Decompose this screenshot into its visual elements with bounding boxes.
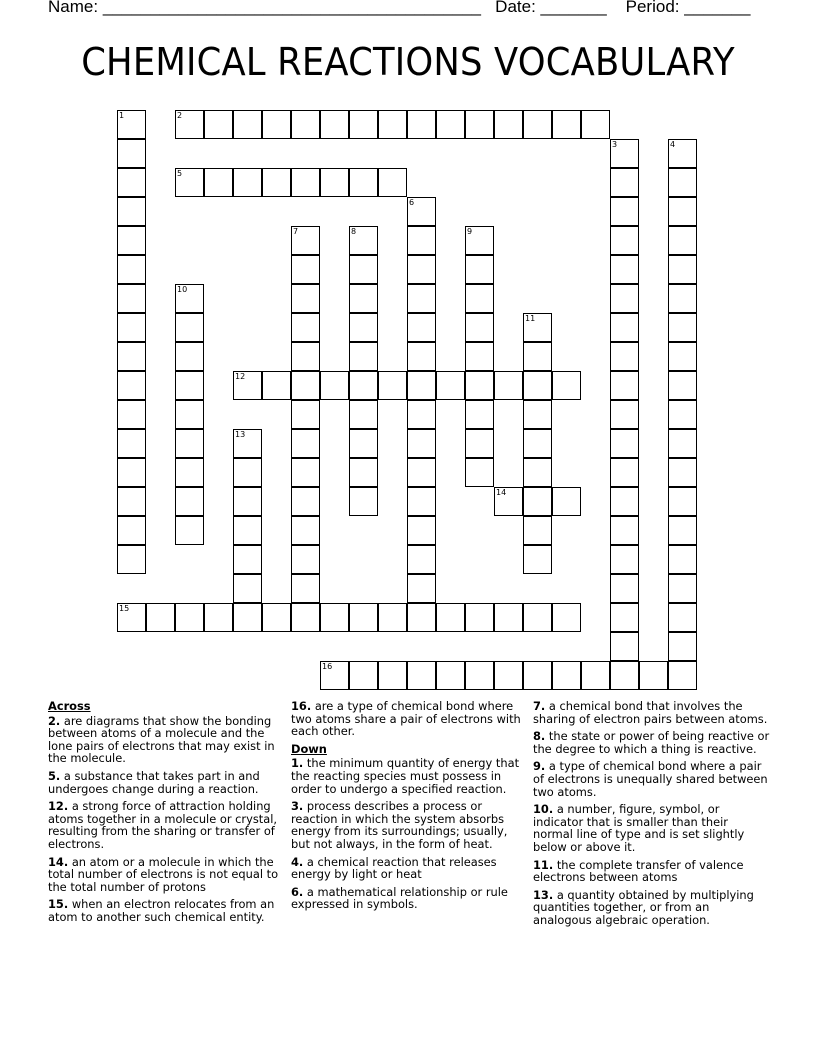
- clue-number: 16.: [291, 699, 312, 713]
- crossword-cell[interactable]: [668, 255, 697, 284]
- crossword-cell[interactable]: [175, 284, 204, 313]
- crossword-cell[interactable]: [523, 603, 552, 632]
- crossword-cell[interactable]: [117, 458, 146, 487]
- crossword-cell[interactable]: [233, 458, 262, 487]
- crossword-cell[interactable]: [465, 458, 494, 487]
- clue-number: 10.: [533, 802, 554, 817]
- clue-down-7: [533, 700, 771, 725]
- crossword-cell[interactable]: [175, 313, 204, 342]
- clue-number-label: 10: [177, 285, 188, 294]
- crossword-cell[interactable]: [668, 429, 697, 458]
- crossword-cell[interactable]: [117, 603, 146, 632]
- clues-column-1: [48, 700, 283, 929]
- crossword-cell[interactable]: [320, 603, 349, 632]
- down-heading: Down: [291, 741, 327, 756]
- crossword-cell[interactable]: [146, 603, 175, 632]
- crossword-cell[interactable]: [436, 603, 465, 632]
- crossword-cell[interactable]: [668, 603, 697, 632]
- crossword-cell[interactable]: [494, 110, 523, 139]
- crossword-cell[interactable]: [291, 313, 320, 342]
- crossword-cell[interactable]: [175, 458, 204, 487]
- crossword-cell[interactable]: [291, 255, 320, 284]
- clue-number: 14.: [48, 854, 69, 869]
- crossword-cell[interactable]: [175, 429, 204, 458]
- crossword-cell[interactable]: [610, 342, 639, 371]
- crossword-cell[interactable]: [117, 545, 146, 574]
- crossword-cell[interactable]: [204, 168, 233, 197]
- crossword-cell[interactable]: [465, 429, 494, 458]
- crossword-cell[interactable]: [494, 371, 523, 400]
- clue-down-11: [533, 859, 771, 884]
- clue-number-label: 9: [467, 227, 473, 236]
- crossword-cell[interactable]: [407, 313, 436, 342]
- clue-text: a number, figure, symbol, or indicator that is smaller than their normal line of type and is set slightly below or above it.: [533, 802, 745, 854]
- clue-across-5: [48, 770, 283, 795]
- crossword-cell[interactable]: [117, 139, 146, 168]
- crossword-cell[interactable]: [117, 371, 146, 400]
- crossword-cell[interactable]: [233, 545, 262, 574]
- crossword-cell[interactable]: [668, 458, 697, 487]
- clue-number-label: 8: [351, 227, 357, 236]
- crossword-cell[interactable]: [117, 284, 146, 313]
- crossword-cell[interactable]: [291, 458, 320, 487]
- crossword-cell[interactable]: [349, 255, 378, 284]
- clue-number: 8.: [533, 729, 546, 744]
- crossword-cell[interactable]: [291, 545, 320, 574]
- clues-column-2: [291, 700, 525, 916]
- clue-text: the state or power of being reactive or the degree to which a thing is reactive.: [533, 729, 770, 756]
- clue-text: a quantity obtained by multiplying quantities together, or from an analogous algebraic operation.: [533, 887, 754, 927]
- crossword-cell[interactable]: [552, 371, 581, 400]
- crossword-cell[interactable]: [668, 371, 697, 400]
- clue-number-label: 14: [496, 488, 507, 497]
- crossword-cell[interactable]: [291, 226, 320, 255]
- period-field[interactable]: _______: [684, 0, 751, 16]
- clue-text: an atom or a molecule in which the total number of electrons is not equal to the total number of protons: [48, 854, 279, 894]
- crossword-cell[interactable]: [291, 400, 320, 429]
- crossword-cell[interactable]: [465, 255, 494, 284]
- crossword-cell[interactable]: [465, 603, 494, 632]
- date-label: Date:: [495, 0, 536, 16]
- crossword-cell[interactable]: [610, 284, 639, 313]
- clue-number-label: 5: [177, 169, 183, 178]
- crossword-cell[interactable]: [117, 487, 146, 516]
- crossword-cell[interactable]: [349, 342, 378, 371]
- crossword-cell[interactable]: [291, 603, 320, 632]
- crossword-cell[interactable]: [668, 487, 697, 516]
- crossword-cell[interactable]: [349, 400, 378, 429]
- clue-number: 9.: [533, 759, 546, 774]
- crossword-cell[interactable]: [349, 487, 378, 516]
- crossword-cell[interactable]: [639, 661, 668, 690]
- crossword-cell[interactable]: [610, 139, 639, 168]
- page-title: CHEMICAL REACTIONS VOCABULARY: [81, 40, 735, 84]
- clue-number-label: 2: [177, 111, 183, 120]
- crossword-cell[interactable]: [349, 661, 378, 690]
- clues-column-3: [533, 700, 771, 932]
- crossword-cell[interactable]: [320, 110, 349, 139]
- clue-number-label: 6: [409, 198, 415, 207]
- crossword-cell[interactable]: [233, 429, 262, 458]
- crossword-cell[interactable]: [204, 110, 233, 139]
- crossword-cell[interactable]: [320, 371, 349, 400]
- crossword-cell[interactable]: [610, 458, 639, 487]
- crossword-cell[interactable]: [407, 110, 436, 139]
- clue-text: the complete transfer of valence electrons between atoms: [533, 857, 744, 885]
- crossword-cell[interactable]: [233, 574, 262, 603]
- crossword-cell[interactable]: [117, 313, 146, 342]
- clue-number: 1.: [291, 756, 304, 771]
- crossword-cell[interactable]: [436, 110, 465, 139]
- crossword-cell[interactable]: [117, 110, 146, 139]
- clue-number: 11.: [533, 857, 554, 872]
- crossword-cell[interactable]: [117, 255, 146, 284]
- clue-down-9: [533, 760, 771, 798]
- crossword-cell[interactable]: [407, 255, 436, 284]
- crossword-cell[interactable]: [552, 110, 581, 139]
- crossword-cell[interactable]: [610, 371, 639, 400]
- crossword-cell[interactable]: [407, 545, 436, 574]
- crossword-cell[interactable]: [175, 516, 204, 545]
- crossword-cell[interactable]: [233, 487, 262, 516]
- name-label: Name:: [48, 0, 99, 16]
- crossword-cell[interactable]: [668, 545, 697, 574]
- crossword-cell[interactable]: [378, 168, 407, 197]
- crossword-cell[interactable]: [262, 603, 291, 632]
- crossword-cell[interactable]: [349, 284, 378, 313]
- crossword-cell[interactable]: [349, 313, 378, 342]
- clue-text: the minimum quantity of energy that the reacting species must possess in order to undergo a specified reaction.: [291, 756, 520, 796]
- crossword-cell[interactable]: [610, 487, 639, 516]
- clue-down-13: [533, 889, 771, 927]
- clue-number: 5.: [48, 768, 61, 783]
- crossword-cell[interactable]: [523, 110, 552, 139]
- clue-text: a substance that takes part in and undergoes change during a reaction.: [48, 768, 260, 796]
- clue-down-10: [533, 803, 771, 853]
- crossword-cell[interactable]: [610, 661, 639, 690]
- crossword-cell[interactable]: [320, 661, 349, 690]
- crossword-cell[interactable]: [175, 110, 204, 139]
- crossword-cell[interactable]: [117, 429, 146, 458]
- crossword-cell[interactable]: [668, 574, 697, 603]
- clue-number-label: 12: [235, 372, 246, 381]
- clue-number-label: 3: [612, 140, 618, 149]
- crossword-cell[interactable]: [407, 661, 436, 690]
- crossword-cell[interactable]: [465, 284, 494, 313]
- crossword-cell[interactable]: [668, 400, 697, 429]
- crossword-cell[interactable]: [291, 429, 320, 458]
- clue-text: when an electron relocates from an atom to another such chemical entity.: [48, 897, 275, 924]
- crossword-cell[interactable]: [378, 371, 407, 400]
- crossword-cell[interactable]: [494, 487, 523, 516]
- crossword-cell[interactable]: [523, 458, 552, 487]
- crossword-cell[interactable]: [349, 168, 378, 197]
- crossword-cell[interactable]: [523, 487, 552, 516]
- crossword-cell[interactable]: [117, 516, 146, 545]
- clue-number: 7.: [533, 699, 546, 713]
- clue-down-1: [291, 757, 525, 795]
- crossword-cell[interactable]: [407, 284, 436, 313]
- crossword-cell[interactable]: [436, 661, 465, 690]
- clue-text: are diagrams that show the bonding between atoms of a molecule and the lone pairs of electrons that may exist in the molecule.: [48, 713, 275, 766]
- clue-number-label: 11: [525, 314, 536, 323]
- crossword-cell[interactable]: [349, 226, 378, 255]
- crossword-cell[interactable]: [291, 284, 320, 313]
- crossword-cell[interactable]: [668, 226, 697, 255]
- clue-number-label: 15: [119, 604, 130, 613]
- clue-across-14: [48, 856, 283, 894]
- crossword-cell[interactable]: [465, 342, 494, 371]
- crossword-cell[interactable]: [668, 197, 697, 226]
- crossword-cell[interactable]: [610, 603, 639, 632]
- crossword-cell[interactable]: [465, 400, 494, 429]
- crossword-cell[interactable]: [523, 313, 552, 342]
- crossword-cell[interactable]: [117, 226, 146, 255]
- crossword-cell[interactable]: [291, 110, 320, 139]
- crossword-cell[interactable]: [668, 632, 697, 661]
- crossword-cell[interactable]: [349, 603, 378, 632]
- across-heading: Across: [48, 699, 91, 713]
- crossword-cell[interactable]: [291, 516, 320, 545]
- clue-number-label: 1: [119, 111, 125, 120]
- crossword-cell[interactable]: [233, 110, 262, 139]
- clue-across-16: [291, 700, 525, 738]
- crossword-cell[interactable]: [407, 603, 436, 632]
- crossword-cell[interactable]: [552, 661, 581, 690]
- crossword-cell[interactable]: [175, 168, 204, 197]
- crossword-cell[interactable]: [262, 110, 291, 139]
- crossword-cell[interactable]: [465, 661, 494, 690]
- crossword-cell[interactable]: [668, 516, 697, 545]
- crossword-cell[interactable]: [262, 371, 291, 400]
- crossword-cell[interactable]: [523, 429, 552, 458]
- crossword-cell[interactable]: [291, 574, 320, 603]
- crossword-cell[interactable]: [523, 545, 552, 574]
- crossword-cell[interactable]: [349, 110, 378, 139]
- clue-down-3: [291, 800, 525, 850]
- crossword-cell[interactable]: [291, 371, 320, 400]
- crossword-cell[interactable]: [378, 603, 407, 632]
- clue-number: 12.: [48, 799, 69, 814]
- clue-number: 3.: [291, 799, 304, 814]
- clue-down-4: [291, 856, 525, 881]
- crossword-cell[interactable]: [349, 458, 378, 487]
- name-field[interactable]: ________________________________________: [102, 0, 481, 16]
- crossword-cell[interactable]: [291, 168, 320, 197]
- date-field[interactable]: _______: [540, 0, 607, 16]
- crossword-cell[interactable]: [117, 400, 146, 429]
- crossword-cell[interactable]: [610, 168, 639, 197]
- crossword-cell[interactable]: [117, 197, 146, 226]
- crossword-cell[interactable]: [465, 110, 494, 139]
- crossword-cell[interactable]: [668, 284, 697, 313]
- clue-text: a mathematical relationship or rule expressed in symbols.: [291, 884, 508, 912]
- clue-text: are a type of chemical bond where two atoms share a pair of electrons with each other.: [291, 699, 521, 739]
- crossword-cell[interactable]: [610, 255, 639, 284]
- crossword-cell[interactable]: [668, 313, 697, 342]
- clue-across-12: [48, 800, 283, 850]
- crossword-cell[interactable]: [407, 226, 436, 255]
- clue-number-label: 13: [235, 430, 246, 439]
- crossword-cell[interactable]: [523, 342, 552, 371]
- crossword-cell[interactable]: [378, 661, 407, 690]
- clue-number-label: 7: [293, 227, 299, 236]
- crossword-cell[interactable]: [349, 429, 378, 458]
- crossword-cell[interactable]: [117, 342, 146, 371]
- crossword-cell[interactable]: [291, 342, 320, 371]
- crossword-cell[interactable]: [233, 603, 262, 632]
- crossword-cell[interactable]: [552, 487, 581, 516]
- crossword-cell[interactable]: [407, 487, 436, 516]
- crossword-cell[interactable]: [581, 661, 610, 690]
- crossword-cell[interactable]: [523, 400, 552, 429]
- crossword-cell[interactable]: [233, 371, 262, 400]
- crossword-cell[interactable]: [378, 110, 407, 139]
- crossword-cell[interactable]: [291, 487, 320, 516]
- clue-text: a chemical reaction that releases energy by light or heat: [291, 854, 497, 882]
- clue-number: 15.: [48, 897, 69, 912]
- crossword-cell[interactable]: [552, 603, 581, 632]
- crossword-cell[interactable]: [175, 371, 204, 400]
- clue-down-8: [533, 730, 771, 755]
- clue-number-label: 4: [670, 140, 676, 149]
- crossword-cell[interactable]: [465, 313, 494, 342]
- clue-down-6: [291, 886, 525, 911]
- crossword-cell[interactable]: [494, 661, 523, 690]
- crossword-cell[interactable]: [610, 574, 639, 603]
- clue-number: 13.: [533, 887, 554, 902]
- crossword-cell[interactable]: [436, 371, 465, 400]
- clue-text: process describes a process or reaction in which the system absorbs energy from its surroundings; usually, but not always, in the form of heat.: [291, 799, 508, 851]
- crossword-cell[interactable]: [610, 516, 639, 545]
- crossword-cell[interactable]: [523, 516, 552, 545]
- clue-number: 2.: [48, 713, 61, 728]
- crossword-cell[interactable]: [668, 168, 697, 197]
- crossword-cell[interactable]: [465, 371, 494, 400]
- clue-across-15: [48, 898, 283, 923]
- crossword-cell[interactable]: [349, 371, 378, 400]
- crossword-cell[interactable]: [407, 197, 436, 226]
- clue-number: 6.: [291, 884, 304, 899]
- crossword-cell[interactable]: [610, 400, 639, 429]
- crossword-cell[interactable]: [581, 110, 610, 139]
- crossword-cell[interactable]: [175, 487, 204, 516]
- crossword-cell[interactable]: [233, 168, 262, 197]
- crossword-cell[interactable]: [610, 313, 639, 342]
- crossword-cell[interactable]: [407, 574, 436, 603]
- crossword-cell[interactable]: [233, 516, 262, 545]
- crossword-cell[interactable]: [407, 342, 436, 371]
- crossword-cell[interactable]: [407, 371, 436, 400]
- crossword-cell[interactable]: [407, 516, 436, 545]
- crossword-cell[interactable]: [320, 168, 349, 197]
- crossword-cell[interactable]: [175, 342, 204, 371]
- clue-number-label: 16: [322, 662, 333, 671]
- crossword-cell[interactable]: [610, 226, 639, 255]
- clue-text: a chemical bond that involves the sharing of electron pairs between atoms.: [533, 699, 768, 726]
- crossword-cell[interactable]: [610, 429, 639, 458]
- crossword-cell[interactable]: [175, 603, 204, 632]
- crossword-cell[interactable]: [668, 342, 697, 371]
- crossword-cell[interactable]: [610, 197, 639, 226]
- crossword-cell[interactable]: [407, 400, 436, 429]
- crossword-cell[interactable]: [262, 168, 291, 197]
- crossword-cell[interactable]: [494, 603, 523, 632]
- crossword-cell[interactable]: [610, 545, 639, 574]
- crossword-cell[interactable]: [204, 603, 233, 632]
- crossword-cell[interactable]: [610, 632, 639, 661]
- clue-across-2: [48, 715, 283, 765]
- crossword-cell[interactable]: [523, 661, 552, 690]
- clue-number: 4.: [291, 854, 304, 869]
- crossword-cell[interactable]: [117, 168, 146, 197]
- period-label: Period:: [625, 0, 680, 16]
- crossword-cell[interactable]: [465, 226, 494, 255]
- crossword-cell[interactable]: [668, 661, 697, 690]
- crossword-cell[interactable]: [523, 371, 552, 400]
- clue-text: a strong force of attraction holding atoms together in a molecule or crystal, resulting from the sharing or transfer of electrons.: [48, 799, 277, 851]
- clue-text: a type of chemical bond where a pair of electrons is unequally shared between two atoms.: [533, 759, 768, 799]
- crossword-cell[interactable]: [668, 139, 697, 168]
- crossword-cell[interactable]: [407, 429, 436, 458]
- crossword-cell[interactable]: [407, 458, 436, 487]
- crossword-cell[interactable]: [175, 400, 204, 429]
